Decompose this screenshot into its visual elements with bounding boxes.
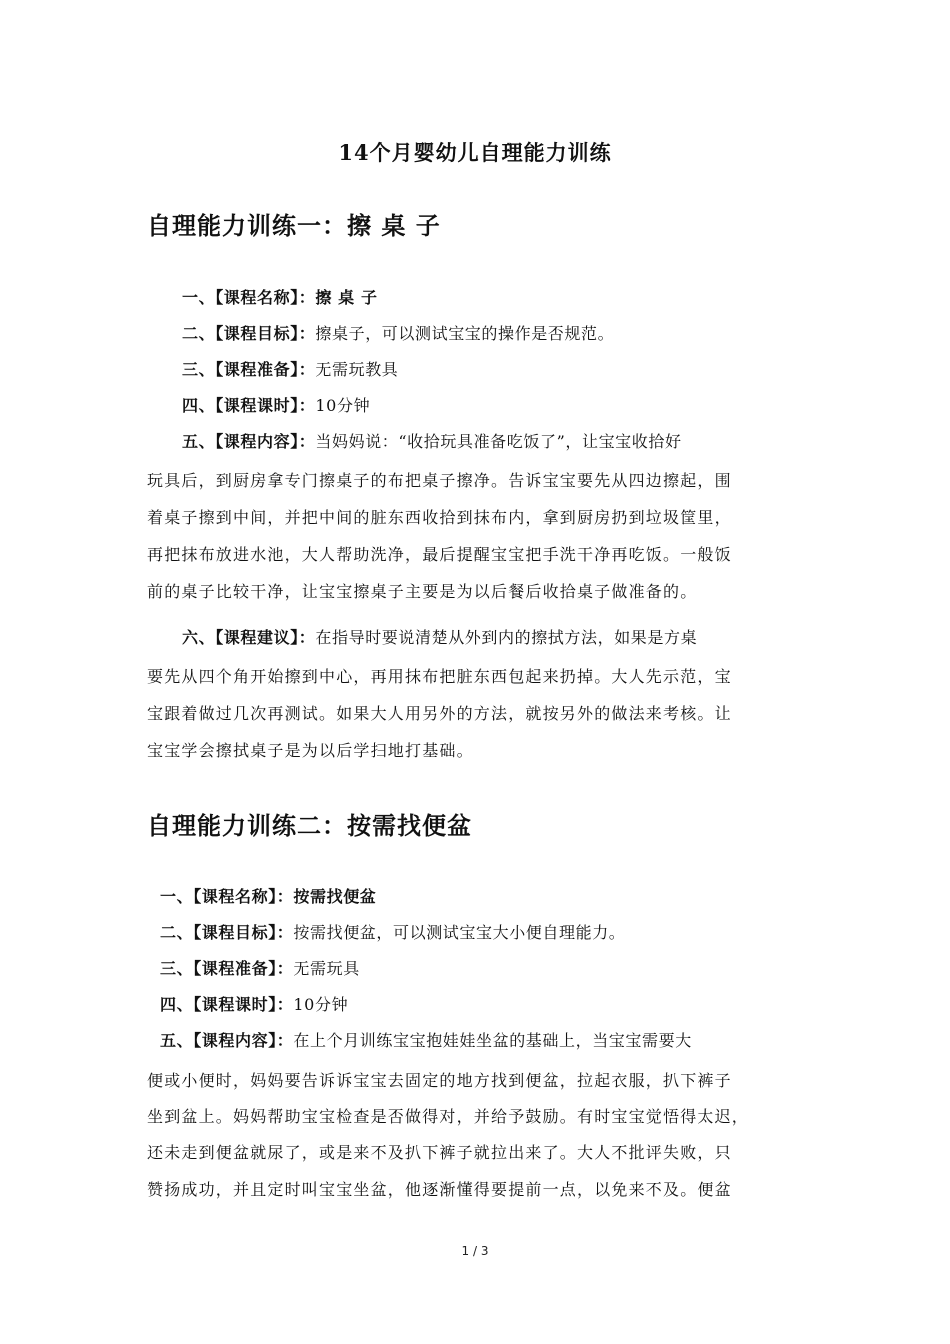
s2-course-content-value: 在上个月训练宝宝抱娃娃坐盆的基础上，当宝宝需要大 <box>293 1031 692 1050</box>
s1-course-duration <box>182 395 370 417</box>
s1-course-goal-value: 擦桌子，可以测试宝宝的操作是否规范。 <box>315 324 615 343</box>
s2-course-goal-value: 按需找便盆，可以测试宝宝大小便自理能力。 <box>293 923 626 942</box>
s1-suggestion-line: 宝宝学会擦拭桌子是为以后学扫地打基础。 <box>147 741 474 760</box>
s1-content-line: 前的桌子比较干净，让宝宝擦桌子主要是为以后餐后收拾桌子做准备的。 <box>147 582 698 601</box>
s2-course-name-label: 一、【课程名称】： <box>160 887 294 906</box>
s1-course-name <box>182 287 378 309</box>
page-number: 1 / 3 <box>461 1244 489 1258</box>
s1-course-goal-label: 二、【课程目标】： <box>182 324 316 343</box>
s2-course-goal <box>160 922 625 944</box>
s2-course-duration-value: 10分钟 <box>293 995 349 1014</box>
s1-content-line: 着桌子擦到中间，并把中间的脏东西收拾到抹布内，拿到厨房扔到垃圾筐里， <box>147 508 732 527</box>
s2-course-name <box>160 886 376 908</box>
s2-course-duration-label: 四、【课程课时】： <box>160 995 294 1014</box>
s1-course-goal <box>182 323 614 345</box>
s1-course-content-value: 当妈妈说：“收拾玩具准备吃饭了”，让宝宝收拾好 <box>315 432 682 451</box>
s1-course-name-value: 擦 桌 子 <box>315 288 378 307</box>
s2-course-prep <box>160 958 360 980</box>
s2-course-name-value: 按需找便盆 <box>293 887 377 906</box>
s1-suggestion-line: 要先从四个角开始擦到中心，再用抹布把脏东西包起来扔掉。大人先示范，宝 <box>147 667 732 686</box>
s1-course-duration-value: 10分钟 <box>315 396 371 415</box>
s1-course-prep <box>182 359 398 381</box>
s1-course-content-label: 五、【课程内容】： <box>182 432 316 451</box>
s2-course-content-label: 五、【课程内容】： <box>160 1031 294 1050</box>
section-1-heading: 自理能力训练一：擦 桌 子 <box>147 211 441 240</box>
s2-content-line: 还未走到便盆就尿了，或是来不及扒下裤子就拉出来了。大人不批评失败，只 <box>147 1143 732 1162</box>
s2-content-line: 赞扬成功，并且定时叫宝宝坐盆，他逐渐懂得要提前一点，以免来不及。便盆 <box>147 1180 732 1199</box>
s2-course-prep-label: 三、【课程准备】： <box>160 959 294 978</box>
s1-course-prep-value: 无需玩教具 <box>315 360 399 379</box>
s2-course-duration <box>160 994 348 1016</box>
s1-course-duration-label: 四、【课程课时】： <box>182 396 316 415</box>
s1-content-line: 再把抹布放进水池，大人帮助洗净，最后提醒宝宝把手洗干净再吃饭。一般饭 <box>147 545 732 564</box>
s1-course-content <box>182 431 682 453</box>
s1-course-prep-label: 三、【课程准备】： <box>182 360 316 379</box>
s2-course-content <box>160 1030 692 1052</box>
s1-course-suggestion-label: 六、【课程建议】： <box>182 628 316 647</box>
s2-course-prep-value: 无需玩具 <box>293 959 360 978</box>
s1-course-name-label: 一、【课程名称】： <box>182 288 316 307</box>
s2-content-line: 便或小便时，妈妈要告诉诉宝宝去固定的地方找到便盆，拉起衣服，扒下裤子 <box>147 1071 732 1090</box>
section-2-heading: 自理能力训练二：按需找便盆 <box>147 811 472 840</box>
document-title: 14个月婴幼儿自理能力训练 <box>338 140 612 165</box>
s2-content-line: 坐到盆上。妈妈帮助宝宝检查是否做得对，并给予鼓励。有时宝宝觉悟得太迟， <box>147 1107 750 1126</box>
s1-content-line: 玩具后，到厨房拿专门擦桌子的布把桌子擦净。告诉宝宝要先从四边擦起，围 <box>147 471 732 490</box>
s1-suggestion-line: 宝跟着做过几次再测试。如果大人用另外的方法，就按另外的做法来考核。让 <box>147 704 732 723</box>
s1-course-suggestion <box>182 627 697 649</box>
s2-course-goal-label: 二、【课程目标】： <box>160 923 294 942</box>
s1-course-suggestion-value: 在指导时要说清楚从外到内的擦拭方法，如果是方桌 <box>315 628 698 647</box>
